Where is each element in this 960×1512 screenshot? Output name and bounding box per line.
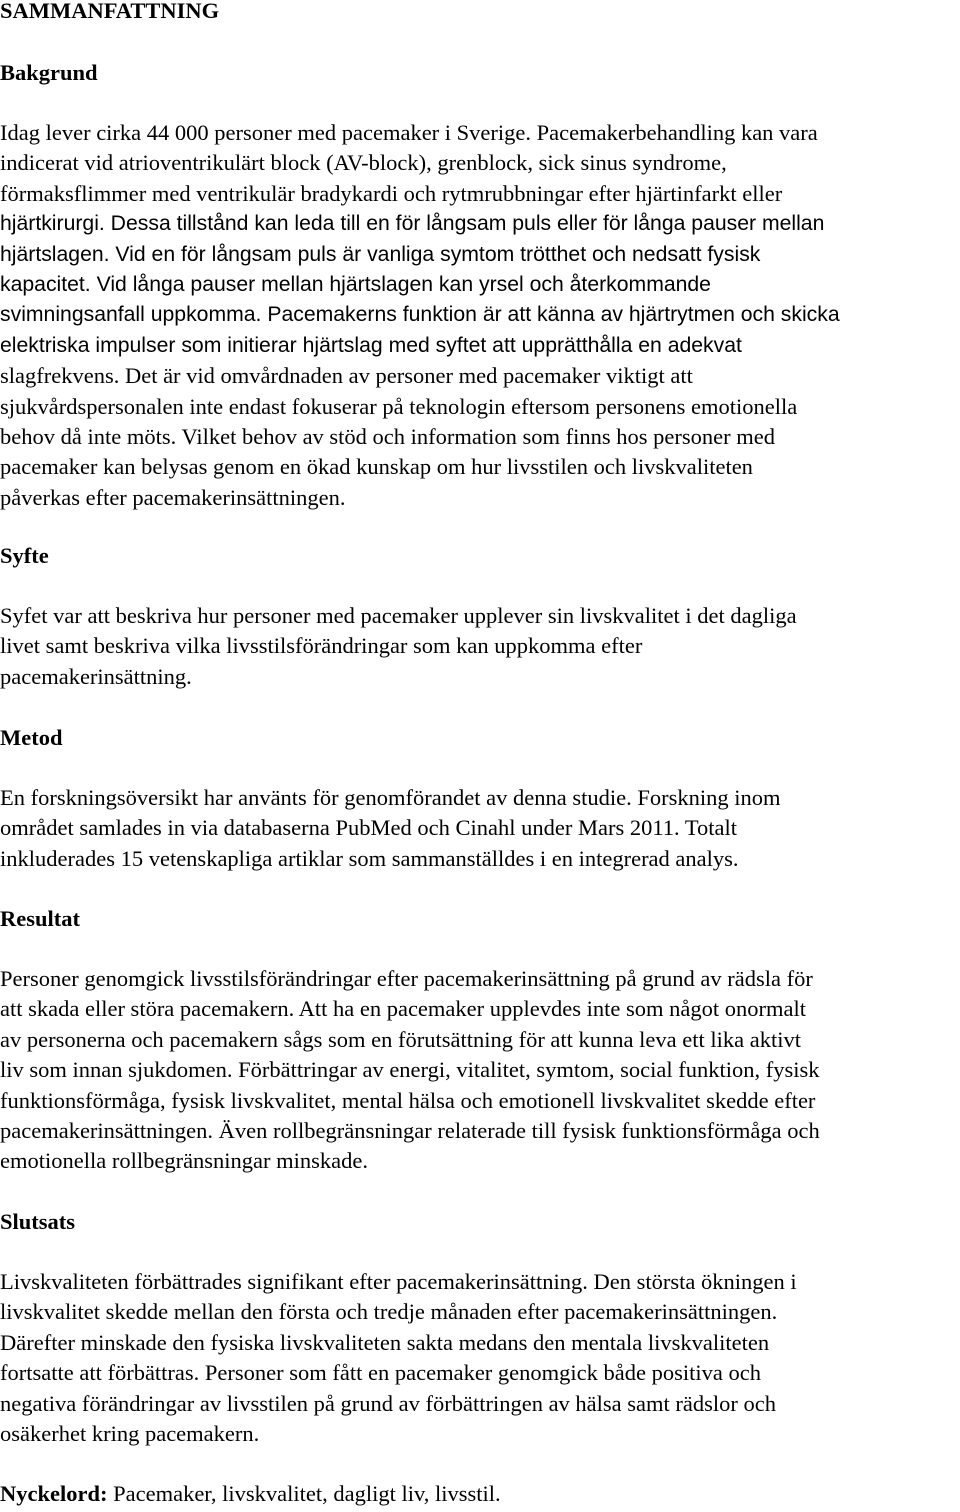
text-line: negativa förändringar av livsstilen på grund av förbättringen av hälsa samt rädslor och <box>0 1390 776 1416</box>
keywords-text: Pacemaker, livskvalitet, dagligt liv, livsstil. <box>107 1481 501 1506</box>
section-body-syfte <box>0 601 960 692</box>
text-line: Därefter minskade den fysiska livskvaliteten sakta medans den mentala livskvaliteten <box>0 1329 770 1355</box>
text-line: Livskvaliteten förbättrades signifikant efter pacemakerinsättning. Den största ökningen i <box>0 1269 797 1294</box>
text-line: liv som innan sjukdomen. Förbättringar av energi, vitalitet, symtom, social funktion, fysisk <box>0 1057 820 1083</box>
text-line: att skada eller störa pacemakern. Att ha en pacemaker upplevdes inte som något onormalt <box>0 996 806 1022</box>
text-line: behov då inte möts. Vilket behov av stöd och information som finns hos personer med <box>0 424 775 450</box>
document-title: SAMMANFATTNING <box>0 0 220 23</box>
section-body-metod <box>0 783 960 874</box>
text-line: påverkas efter pacemakerinsättningen. <box>0 484 346 510</box>
text-line: hjärtkirurgi. Dessa tillstånd kan leda till en för långsam puls eller för långa pauser mellan <box>0 212 825 236</box>
text-line: emotionella rollbegränsningar minskade. <box>0 1148 369 1174</box>
text-line: hjärtslagen. Vid en för långsam puls är vanliga symtom trötthet och nedsatt fysisk <box>0 242 761 266</box>
text-line: indicerat vid atrioventrikulärt block (AV-block), grenblock, sick sinus syndrome, <box>0 150 727 176</box>
text-line: slagfrekvens. Det är vid omvårdnaden av personer med pacemaker viktigt att <box>0 363 693 389</box>
section-heading-metod: Metod <box>0 725 63 750</box>
text-line: förmaksflimmer med ventrikulär bradykardi och rytmrubbningar efter hjärtinfarkt eller <box>0 180 783 206</box>
text-line: kapacitet. Vid långa pauser mellan hjärtslagen kan yrsel och återkommande <box>0 273 711 297</box>
text-line: pacemakerinsättningen. Även rollbegränsningar relaterade till fysisk funktionsförmåga och <box>0 1118 820 1144</box>
text-line: fortsatte att förbättras. Personer som fått en pacemaker genomgick både positiva och <box>0 1360 761 1386</box>
text-line: Idag lever cirka 44 000 personer med pacemaker i Sverige. Pacemakerbehandling kan vara <box>0 120 818 145</box>
text-line: sjukvårdspersonalen inte endast fokuserar på teknologin eftersom personens emotionella <box>0 393 798 419</box>
section-body-slutsats <box>0 1267 960 1449</box>
text-line: Personer genomgick livsstilsförändringar efter pacemakerinsättning på grund av rädsla för <box>0 966 813 991</box>
keywords-line <box>0 1479 960 1509</box>
text-line: pacemaker kan belysas genom en ökad kunskap om hur livsstilen och livskvaliteten <box>0 454 753 480</box>
text-line: av personerna och pacemakern sågs som en förutsättning för att kunna leva ett lika aktivt <box>0 1026 801 1052</box>
keywords <box>0 1479 960 1509</box>
text-line: elektriska impulser som initierar hjärtslag med syftet att upprätthålla en adekvat <box>0 333 742 357</box>
section-heading-bakgrund: Bakgrund <box>0 60 98 85</box>
text-line: livskvalitet skedde mellan den första och tredje månaden efter pacemakerinsättningen. <box>0 1299 778 1325</box>
text-line: svimningsanfall uppkomma. Pacemakerns funktion är att känna av hjärtrytmen och skicka <box>0 303 840 327</box>
text-line: En forskningsöversikt har använts för genomförandet av denna studie. Forskning inom <box>0 785 781 810</box>
text-line: inkluderades 15 vetenskapliga artiklar som sammanställdes i en integrerad analys. <box>0 845 739 871</box>
section-heading-syfte: Syfte <box>0 543 49 568</box>
text-line: osäkerhet kring pacemakern. <box>0 1421 260 1447</box>
text-line: pacemakerinsättning. <box>0 663 192 689</box>
section-heading-resultat: Resultat <box>0 906 80 931</box>
text-line: livet samt beskriva vilka livsstilsförändringar som kan uppkomma efter <box>0 633 643 659</box>
section-body-resultat <box>0 964 960 1177</box>
text-line: funktionsförmåga, fysisk livskvalitet, mental hälsa och emotionell livskvalitet skedde efter <box>0 1087 816 1113</box>
section-body-bakgrund <box>0 118 960 513</box>
text-line: Syfet var att beskriva hur personer med pacemaker upplever sin livskvalitet i det dagliga <box>0 603 797 628</box>
keywords-label: Nyckelord: <box>0 1481 108 1506</box>
section-heading-slutsats: Slutsats <box>0 1209 76 1234</box>
text-line: området samlades in via databaserna PubMed och Cinahl under Mars 2011. Totalt <box>0 815 737 841</box>
